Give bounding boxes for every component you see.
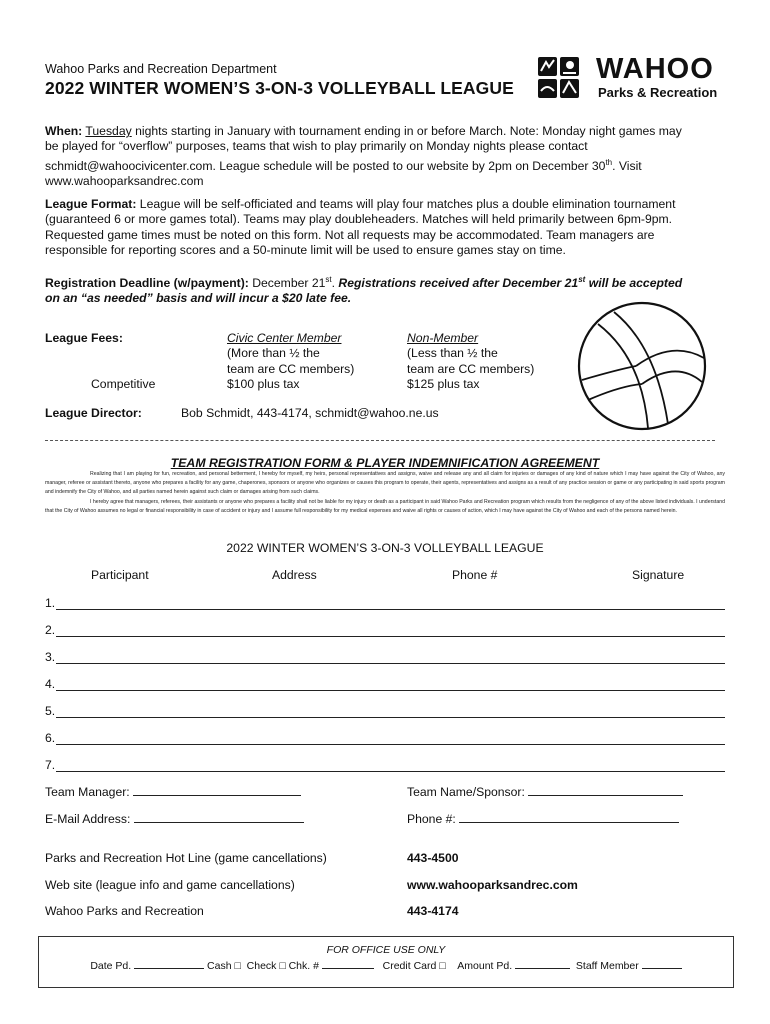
indemnification-para-2: I hereby agree that managers, referees, their assistants or anyone who prepares a facility shall not be liable for my injury or death as a participant in said Wahoo Parks and Recreation program which results from the negligence of any of the above listed individuals. I understand that the City of Wahoo assumes no legal or financial responsibility in case of accident or injury and I assume full responsibility for my medical expenses and waive all rights or causes of action, which I may have against the City of Wahoo and each of the persons named herein. bbox=[45, 498, 725, 514]
fees-label: League Fees: bbox=[45, 331, 123, 345]
email-field[interactable]: E-Mail Address: bbox=[45, 811, 304, 826]
col-phone: Phone # bbox=[452, 568, 498, 582]
participant-row[interactable]: 6. bbox=[45, 731, 725, 747]
deadline-label: Registration Deadline (w/payment): bbox=[45, 276, 249, 291]
indemnification-para-1: Realizing that I am playing for fun, recreation, and personal betterment, I hereby for myself, my heirs, personal representatives and assigns, waive and release any and all claim for injuries or damages of any kind of nature which I may have against the City of Wahoo, any manager, referee or assistant thereto, anyone who prepares a facility for any game, chaperones, sponsors or anyone who organizes or causes this program to operate, their agents, representatives and assigns as a result of any practice session or game or any participating in said sports program and indemnify the City of Wahoo, and all parties named herein against such claim or damages arising from such claims. bbox=[45, 471, 725, 496]
col-signature: Signature bbox=[632, 568, 685, 582]
when-day: Tuesday bbox=[85, 124, 132, 138]
participant-row[interactable]: 7. bbox=[45, 758, 725, 774]
amount-paid-label: Amount Pd. bbox=[457, 960, 513, 972]
late-notice: Registrations received after December 21st will be accepted bbox=[338, 275, 683, 291]
website-link[interactable]: www.wahooparksandrec.com bbox=[407, 878, 578, 892]
website-label: Web site (league info and game cancellations) bbox=[45, 878, 295, 892]
indemnification-text bbox=[45, 470, 725, 516]
credit-card-checkbox[interactable]: □ bbox=[439, 960, 446, 972]
col-address: Address bbox=[272, 568, 317, 582]
cash-checkbox[interactable]: □ bbox=[234, 960, 241, 972]
when-line3: schmidt@wahoocivicenter.com. League schedule will be posted to our website by 2pm on December 30th. Visit bbox=[45, 157, 642, 173]
cash-label: Cash bbox=[207, 960, 232, 972]
form-league-title: 2022 WINTER WOMEN’S 3-ON-3 VOLLEYBALL LEAGUE bbox=[226, 541, 544, 555]
check-checkbox[interactable]: □ bbox=[279, 960, 286, 972]
participant-row[interactable]: 1. bbox=[45, 596, 725, 612]
office-number: 443-4174 bbox=[407, 904, 459, 918]
col-participant: Participant bbox=[91, 568, 149, 582]
participant-row[interactable]: 5. bbox=[45, 704, 725, 720]
format-label: League Format: bbox=[45, 197, 137, 211]
staff-member-label: Staff Member bbox=[575, 960, 639, 972]
member-fee: Civic Center Member (More than ½ the team are CC members) $100 plus tax bbox=[227, 331, 355, 391]
phone-field[interactable]: Phone #: bbox=[407, 811, 679, 826]
wahoo-logo bbox=[536, 55, 728, 103]
date-paid-label: Date Pd. bbox=[90, 960, 132, 972]
when-section bbox=[45, 124, 735, 189]
logo-word: WAHOO bbox=[596, 53, 714, 85]
fee-level: Competitive bbox=[91, 377, 156, 391]
form-heading: TEAM REGISTRATION FORM & PLAYER INDEMNIFICATION AGREEMENT bbox=[170, 456, 600, 470]
office-label: Wahoo Parks and Recreation bbox=[45, 904, 204, 918]
check-label: Check bbox=[246, 960, 277, 972]
when-line2: be played for “overflow” purposes, teams that wish to play primarily on Monday nights please contact bbox=[45, 139, 588, 154]
office-use-row bbox=[39, 957, 733, 972]
format-line4: responsible for reporting scores and a 50-minute limit will be used to ensure games stay on time. bbox=[45, 242, 566, 257]
participant-row[interactable]: 2. bbox=[45, 623, 725, 639]
when-label: When: bbox=[45, 124, 83, 138]
volleyball-icon bbox=[576, 300, 708, 432]
office-use-title: FOR OFFICE USE ONLY bbox=[326, 944, 446, 956]
team-name-field[interactable]: Team Name/Sponsor: bbox=[407, 784, 683, 799]
page-title: 2022 WINTER WOMEN’S 3-ON-3 VOLLEYBALL LEAGUE bbox=[45, 78, 514, 98]
hotline-label: Parks and Recreation Hot Line (game cancellations) bbox=[45, 851, 327, 865]
deadline-date: December 21st. bbox=[248, 275, 339, 291]
format-section bbox=[45, 197, 735, 258]
check-number-label: Chk. # bbox=[288, 960, 319, 972]
director-value: Bob Schmidt, 443-4174, schmidt@wahoo.ne.us bbox=[181, 406, 439, 420]
office-use-box bbox=[38, 936, 734, 988]
team-manager-field[interactable]: Team Manager: bbox=[45, 784, 301, 799]
format-line3: Requested game times must be noted on this form. Not all requests may be accommodated. Team managers are bbox=[45, 227, 655, 242]
logo-subtitle: Parks & Recreation bbox=[598, 85, 718, 100]
department-name: Wahoo Parks and Recreation Department bbox=[45, 62, 277, 76]
late-notice-line2: on an “as needed” basis and will incur a $20 late fee. bbox=[45, 291, 352, 306]
hotline-number: 443-4500 bbox=[407, 851, 459, 865]
logo-icons bbox=[538, 57, 579, 98]
director-label: League Director: bbox=[45, 406, 142, 420]
when-line1: nights starting in January with tournament ending in or before March. Note: Monday night games may bbox=[131, 124, 682, 138]
participant-row[interactable]: 3. bbox=[45, 650, 725, 666]
cut-line bbox=[45, 440, 715, 441]
participant-row[interactable]: 4. bbox=[45, 677, 725, 693]
format-line2: (guaranteed 6 or more games total). Teams may play doubleheaders. Matches will held primarily between 6pm-9pm. bbox=[45, 212, 673, 227]
when-website: www.wahooparksandrec.com bbox=[45, 173, 204, 188]
non-member-fee: Non-Member (Less than ½ the team are CC members) $125 plus tax bbox=[407, 331, 535, 391]
credit-card-label: Credit Card bbox=[382, 960, 437, 972]
format-line1: League will be self-officiated and teams will play four matches plus a double elimination tournament bbox=[136, 197, 676, 211]
